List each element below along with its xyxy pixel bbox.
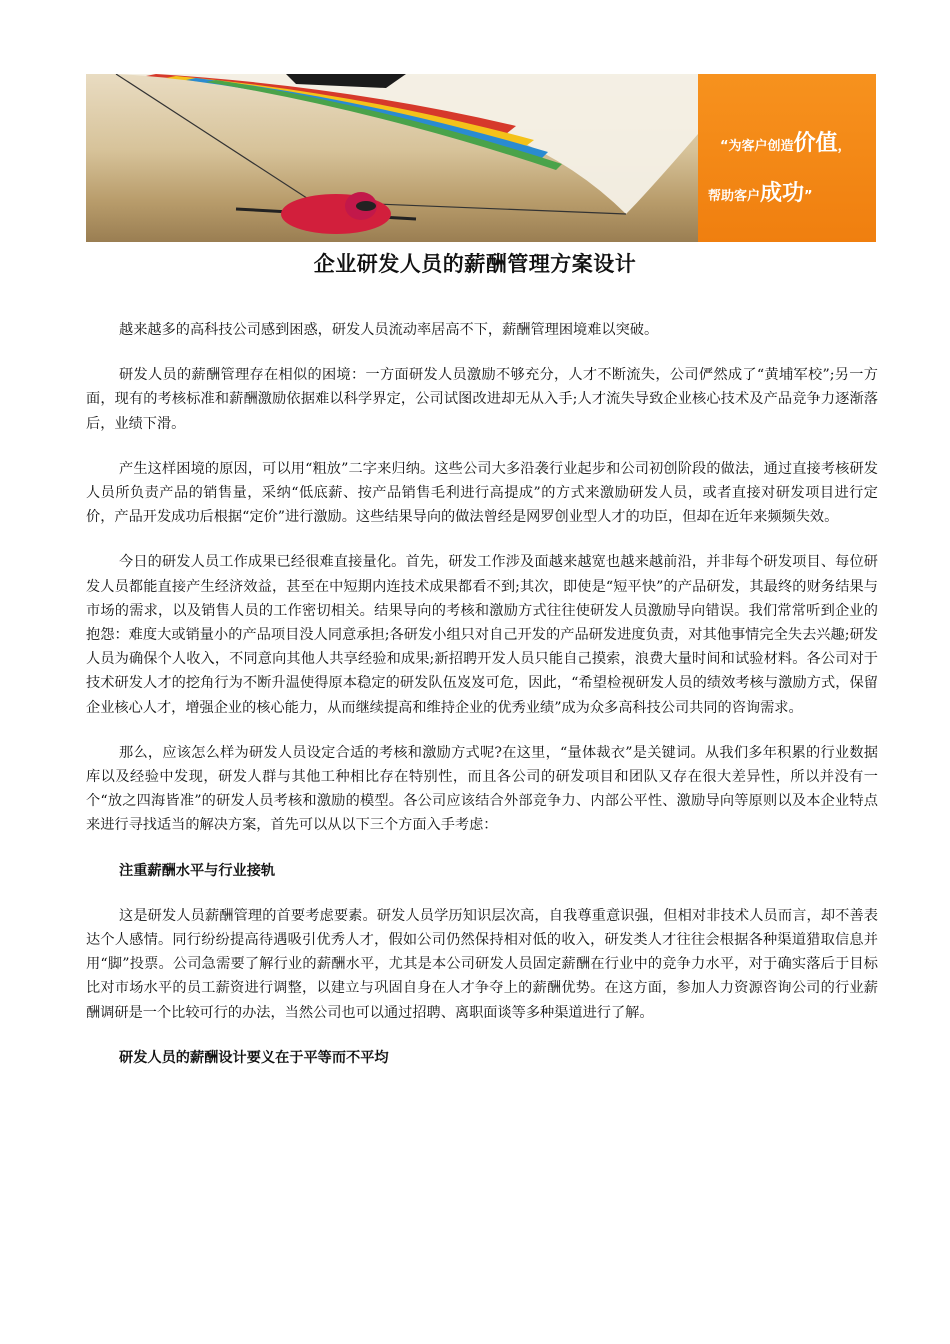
slogan-line-1-prefix: “为客户创造 (720, 139, 794, 154)
paragraph-6: 这是研发人员薪酬管理的首要考虑要素。研发人员学历知识层次高，自我尊重意识强，但相对非技术人员而言，却不善表达个人感情。同行纷纷提高待遇吸引优秀人才，假如公司仍然保持相对低的收入，研发类人才往往会根据各种渠道猎取信息并用“脚”投票。公司急需要了解行业的薪酬水平，尤其是本公司研发人员固定薪酬在行业中的竞争力水平，对于确实落后于目标比对市场水平的员工薪资进行调整，以建立与巩固自身在人才争夺上的薪酬优势。在这方面，参加人力资源咨询公司的行业薪酬调研是一个比较可行的办法，当然公司也可以通过招聘、离职面谈等多种渠道进行了解。 (86, 907, 878, 1021)
section-heading-2: 研发人员的薪酬设计要义在于平等而不平均 (119, 1049, 389, 1066)
slogan-line-1-suffix: ， (837, 139, 851, 154)
hang-glider-photo (86, 74, 698, 242)
slogan-line-1-emphasis: 价值 (793, 131, 838, 156)
paragraph-1: 越来越多的高科技公司感到困惑，研发人员流动率居高不下，薪酬管理困境难以突破。 (119, 322, 659, 338)
document-body (86, 318, 878, 1091)
paragraph-3: 产生这样困境的原因，可以用“粗放”二字来归纳。这些公司大多沿袭行业起步和公司初创阶段的做法，通过直接考核研发人员所负责产品的销售量，采纳“低底薪、按产品销售毛利进行高提成”的方式来激励研发人员，或者直接对研发项目进行定价，产品开发成功后根据“定价”进行激励。这些结果导向的做法曾经是网罗创业型人才的功臣，但却在近年来频频失效。 (86, 460, 878, 526)
hang-glider-illustration (86, 74, 698, 242)
slogan-line-2-suffix: ” (804, 189, 813, 204)
slogan-line-2-prefix: 帮助客户 (708, 189, 761, 204)
slogan-line-2-emphasis: 成功 (760, 181, 805, 206)
header-banner (86, 74, 876, 242)
slogan-line-1 (720, 126, 851, 157)
slogan-line-2 (708, 176, 813, 207)
section-heading-1: 注重薪酬水平与行业接轨 (119, 862, 276, 879)
paragraph-2: 研发人员的薪酬管理存在相似的困境：一方面研发人员激励不够充分，人才不断流失，公司俨然成了“黄埔军校”;另一方面，现有的考核标准和薪酬激励依据难以科学界定，公司试图改进却无从入手;人才流失导致企业核心技术及产品竞争力逐渐落后，业绩下滑。 (86, 367, 878, 432)
paragraph-5: 那么，应该怎么样为研发人员设定合适的考核和激励方式呢?在这里，“量体裁衣”是关键词。从我们多年积累的行业数据库以及经验中发现，研发人群与其他工种相比存在特别性，而且各公司的研发项目和团队又存在很大差异性，所以并没有一个“放之四海皆准”的研发人员考核和激励的模型。各公司应该结合外部竞争力、内部公平性、激励导向等原则以及本企业特点来进行寻找适当的解决方案，首先可以从以下三个方面入手考虑： (86, 744, 878, 834)
paragraph-4: 今日的研发人员工作成果已经很难直接量化。首先，研发工作涉及面越来越宽也越来越前沿，并非每个研发项目、每位研发人员都能直接产生经济效益，甚至在中短期内连技术成果都看不到;其次，即使是“短平快”的产品研发，其最终的财务结果与市场的需求，以及销售人员的工作密切相关。结果导向的考核和激励方式往往使研发人员激励导向错误。我们常常听到企业的抱怨：难度大或销量小的产品项目没人同意承担;各研发小组只对自己开发的产品研发进度负责，对其他事情完全失去兴趣;研发人员为确保个人收入，不同意向其他人共享经验和成果;新招聘开发人员只能自己摸索，浪费大量时间和试验材料。各公司对于技术研发人才的挖角行为不断升温使得原本稳定的研发队伍岌岌可危，因此，“希望检视研发人员的绩效考核与激励方式，保留企业核心人才，增强企业的核心能力，从而继续提高和维持企业的优秀业绩”成为众多高科技公司共同的咨询需求。 (86, 554, 878, 716)
document-title: 企业研发人员的薪酬管理方案设计 (313, 252, 637, 276)
slogan-panel (698, 74, 876, 242)
